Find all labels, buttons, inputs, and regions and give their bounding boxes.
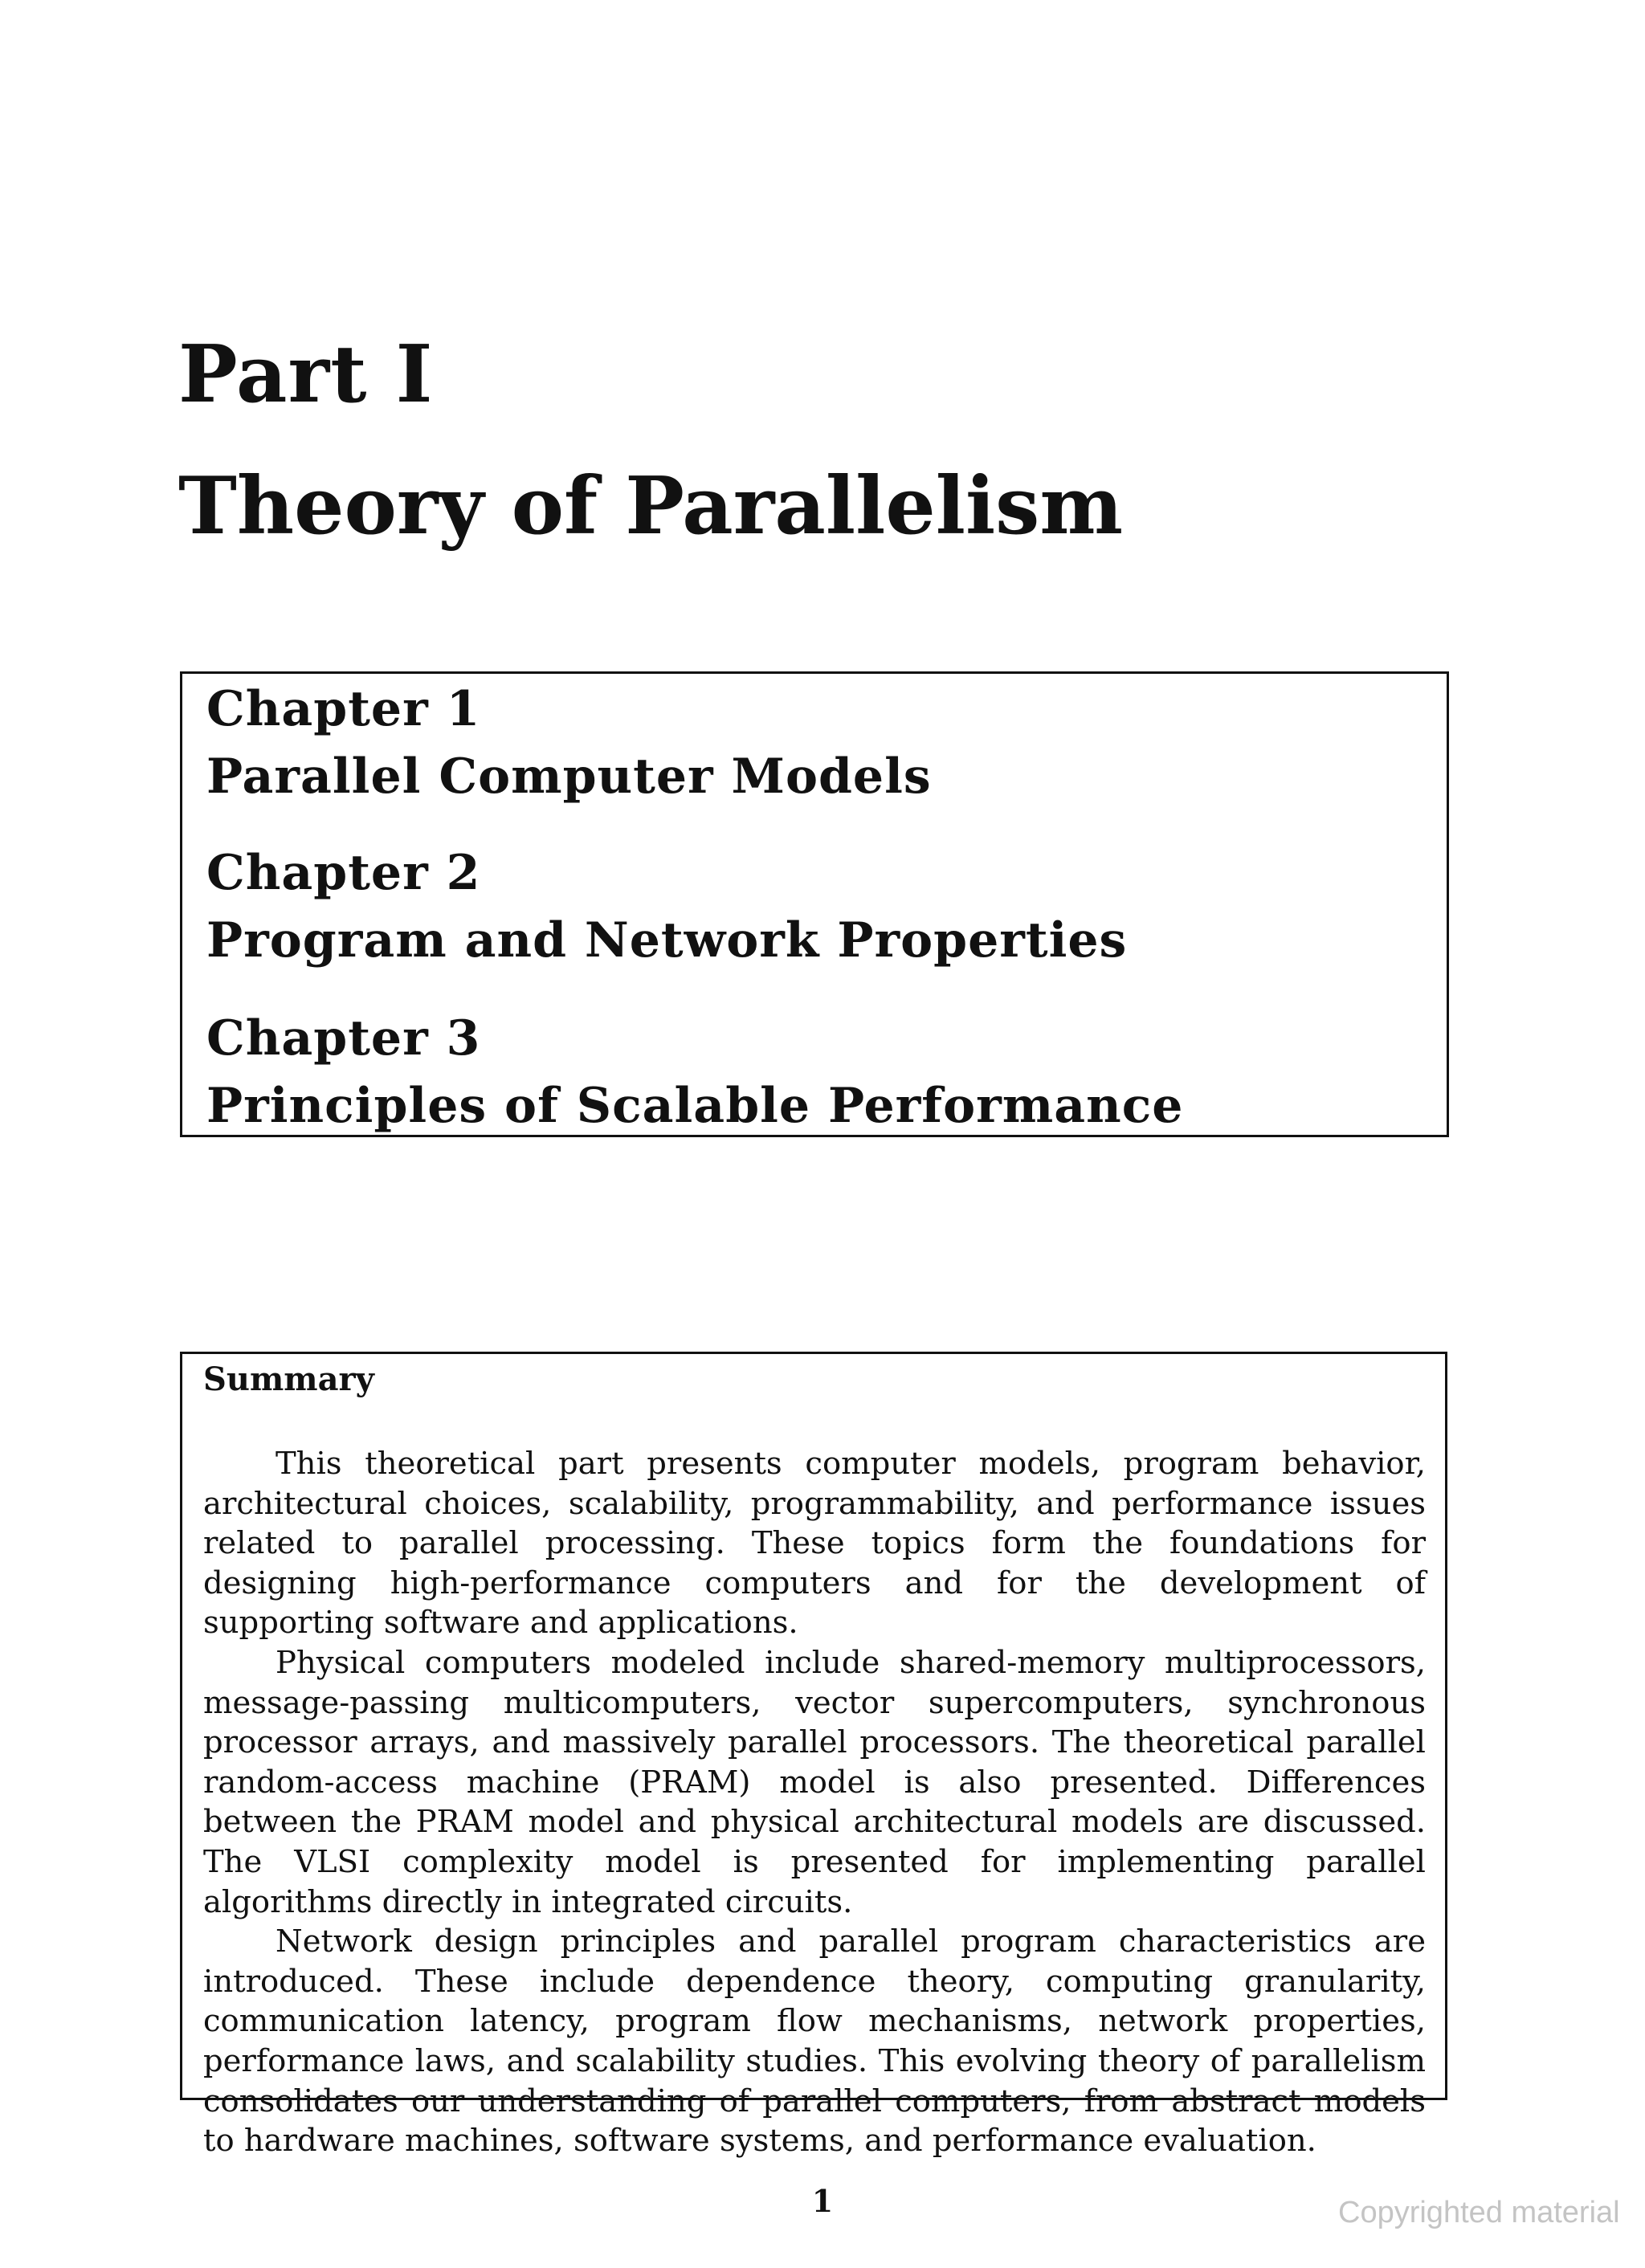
summary-box: [180, 1352, 1447, 2160]
chapter-list-box: [180, 671, 1449, 1137]
chapter-entry-3[interactable]: [206, 1005, 1183, 1140]
copyright-watermark: Copyrighted material: [1338, 2196, 1620, 2229]
chapter-entry-1[interactable]: [206, 675, 932, 810]
chapter-entry-2[interactable]: [206, 839, 1127, 974]
summary-body: [203, 1444, 1426, 2161]
summary-paragraph-2: Physical computers modeled include shared-memory multiprocessors, message-passing multicomputers, vector supercomputers, synchronous processor arrays, and massively parallel processors. The theoretical parallel random-access machine (PRAM) model is also presented. Differences between the PRAM model and physical architectural models are discussed. The VLSI complexity model is presented for implementing parallel algorithms directly in integrated circuits.: [203, 1644, 1426, 1920]
chapter-number: Chapter 2: [206, 845, 481, 901]
summary-paragraph-1: This theoretical part presents computer models, program behavior, architectural choices, scalability, programmability, and performance issues related to parallel processing. These topics form the foundations for designing high-performance computers and for the development of supporting software and applications.: [203, 1446, 1426, 1642]
chapter-title: Parallel Computer Models: [206, 749, 932, 805]
page-number: 1: [811, 2183, 834, 2219]
part-label: Part I: [178, 328, 434, 421]
chapter-number: Chapter 3: [206, 1010, 481, 1067]
chapter-title: Principles of Scalable Performance: [206, 1078, 1184, 1134]
chapter-title: Program and Network Properties: [206, 912, 1128, 969]
chapter-number: Chapter 1: [206, 681, 481, 737]
summary-paragraph-3: Network design principles and parallel program characteristics are introduced. These include dependence theory, computing granularity, communication latency, program flow mechanisms, network properties, performance laws, and scalability studies. This evolving theory of parallelism consolidates our understanding of parallel computers, from abstract models to hardware machines, software systems, and performance evaluation.: [203, 1923, 1426, 2160]
part-title: Theory of Parallelism: [178, 460, 1124, 553]
summary-heading: Summary: [203, 1360, 374, 1398]
